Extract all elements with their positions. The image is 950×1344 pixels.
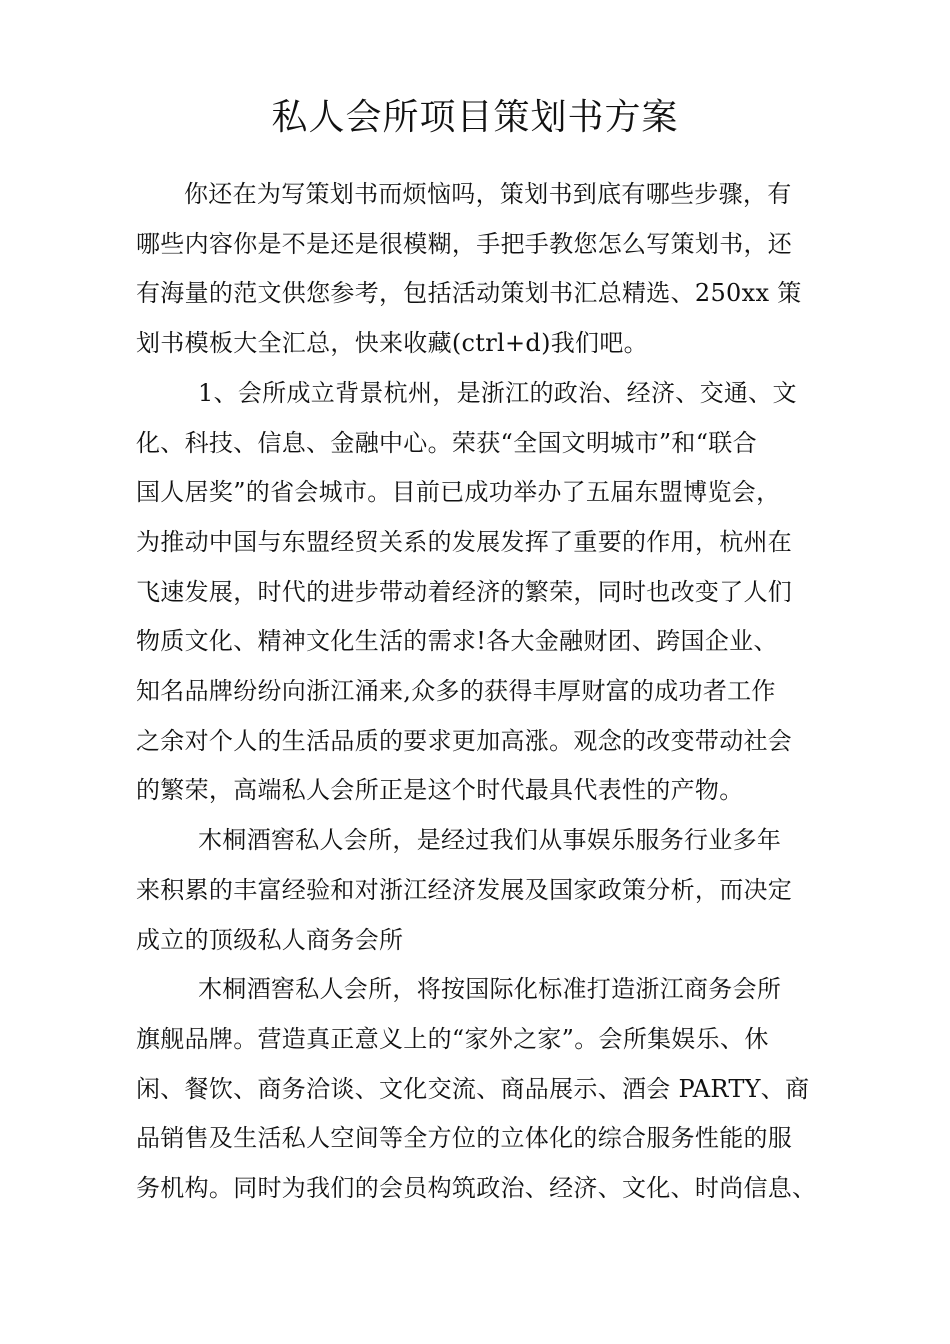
text-line: 知名品牌纷纷向浙江涌来,众多的获得丰厚财富的成功者工作	[136, 677, 776, 706]
text-line: 品销售及生活私人空间等全方位的立体化的综合服务性能的服	[136, 1124, 793, 1153]
text-line: 哪些内容你是不是还是很模糊，手把手教您怎么写策划书，还	[136, 229, 793, 258]
text-line: 化、科技、信息、金融中心。荣获“全国文明城市”和“联合	[136, 428, 757, 457]
text-line: 之余对个人的生活品质的要求更加高涨。观念的改变带动社会	[136, 726, 793, 755]
text-line: 划书模板大全汇总，快来收藏(ctrl+d)我们吧。	[136, 329, 648, 358]
paragraph-intro	[136, 170, 836, 369]
text-line: 木桐酒窖私人会所，是经过我们从事娱乐服务行业多年	[198, 826, 782, 855]
text-line: 1、会所成立背景杭州，是浙江的政治、经济、交通、文	[198, 378, 797, 407]
text-line: 国人居奖”的省会城市。目前已成功举办了五届东盟博览会，	[136, 478, 781, 507]
text-line: 有海量的范文供您参考，包括活动策划书汇总精选、250xx 策	[136, 279, 802, 308]
text-line: 的繁荣，高端私人会所正是这个时代最具代表性的产物。	[136, 776, 744, 805]
text-line: 旗舰品牌。营造真正意义上的“家外之家”。会所集娱乐、休	[136, 1024, 769, 1053]
text-line: 为推动中国与东盟经贸关系的发展发挥了重要的作用，杭州在	[136, 527, 793, 556]
text-line: 成立的顶级私人商务会所	[136, 925, 404, 954]
text-line: 飞速发展，时代的进步带动着经济的繁荣，同时也改变了人们	[136, 577, 793, 606]
paragraph-club-vision	[136, 965, 836, 1214]
paragraph-background	[136, 369, 836, 816]
text-line: 闲、餐饮、商务洽谈、文化交流、商品展示、酒会 PARTY、商	[136, 1074, 810, 1103]
paragraph-club-origin	[136, 816, 836, 965]
text-line: 来积累的丰富经验和对浙江经济发展及国家政策分析，而决定	[136, 875, 793, 904]
document-body	[136, 170, 836, 1214]
text-line: 务机构。同时为我们的会员构筑政治、经济、文化、时尚信息、	[136, 1174, 817, 1203]
text-line: 物质文化、精神文化生活的需求!各大金融财团、跨国企业、	[136, 627, 778, 656]
text-line: 木桐酒窖私人会所，将按国际化标准打造浙江商务会所	[198, 975, 782, 1004]
document-title: 私人会所项目策划书方案	[271, 97, 679, 138]
text-line: 你还在为写策划书而烦恼吗，策划书到底有哪些步骤，有	[184, 180, 792, 208]
